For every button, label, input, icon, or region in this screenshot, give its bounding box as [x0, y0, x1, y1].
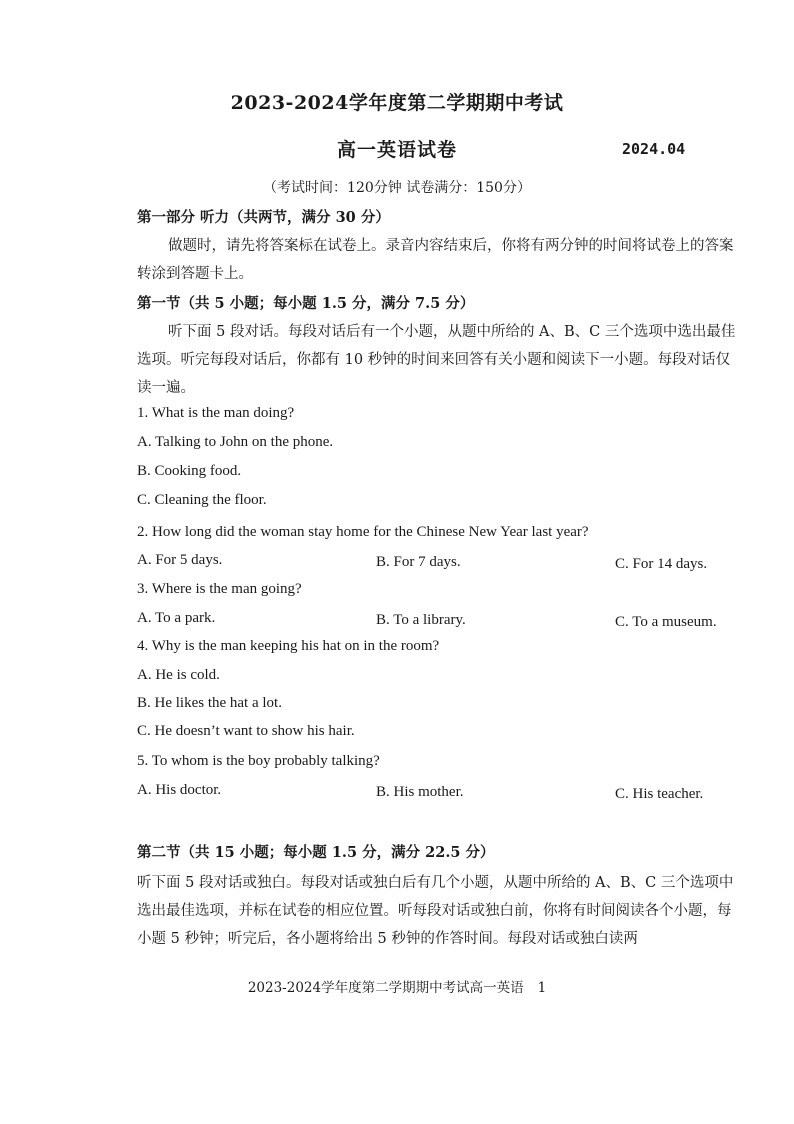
section2-instruction: 听下面 5 段对话或独白。每段对话或独白后有几个小题，从题中所给的 A、B、C 三个选项中选出最佳选项，并标在试卷的相应位置。听每段对话或独白前，你将有时间阅读各个小题，每小题 5 秒钟；听完后，各小题将给出 5 秒钟的作答时间。每段对话或独白读两	[137, 875, 734, 947]
question-1-option-a: A. Talking to John on the phone.	[137, 434, 334, 450]
question-1: 1. What is the man doing?	[137, 405, 295, 421]
part1-instruction: 做题时，请先将答案标在试卷上。录音内容结束后，你将有两分钟的时间将试卷上的答案转涂到答题卡上。	[137, 238, 734, 282]
question-3-option-a: A. To a park.	[137, 610, 216, 626]
section1-heading: 第一节（共 5 小题；每小题 1.5 分，满分 7.5 分）	[137, 295, 475, 312]
question-1-option-b: B. Cooking food.	[137, 463, 242, 479]
question-5-option-a: A. His doctor.	[137, 782, 222, 798]
question-2-option-a: A. For 5 days.	[137, 552, 223, 568]
question-5-option-b: B. His mother.	[376, 784, 464, 800]
question-3-option-c: C. To a museum.	[615, 614, 717, 630]
section2-heading: 第二节（共 15 小题；每小题 1.5 分，满分 22.5 分）	[137, 844, 495, 861]
part1-heading: 第一部分 听力（共两节，满分 30 分）	[137, 209, 390, 226]
question-2: 2. How long did the woman stay home for the Chinese New Year last year?	[137, 524, 589, 540]
question-3: 3. Where is the man going?	[137, 581, 302, 597]
exam-date: 2024.04	[622, 140, 686, 158]
question-5: 5. To whom is the boy probably talking?	[137, 753, 380, 769]
question-1-option-c: C. Cleaning the floor.	[137, 492, 267, 508]
question-4-option-c: C. He doesn’t want to show his hair.	[137, 723, 355, 739]
page-footer	[0, 976, 794, 996]
exam-title: 2023-2024学年度第二学期期中考试	[230, 92, 564, 114]
section1-instruction: 听下面 5 段对话。每段对话后有一个小题，从题中所给的 A、B、C 三个选项中选出最佳选项。听完每段对话后，你都有 10 秒钟的时间来回答有关小题和阅读下一小题。每段对话仅读一遍。	[137, 324, 736, 396]
footer-text: 2023-2024学年度第二学期期中考试高一英语	[247, 980, 524, 996]
exam-info: （考试时间：120分钟 试卷满分：150分）	[263, 180, 531, 196]
page-number: 1	[537, 980, 547, 996]
exam-subtitle: 高一英语试卷	[336, 139, 457, 161]
question-4: 4. Why is the man keeping his hat on in the room?	[137, 638, 440, 654]
question-3-option-b: B. To a library.	[376, 612, 466, 628]
question-4-option-a: A. He is cold.	[137, 667, 220, 683]
question-4-option-b: B. He likes the hat a lot.	[137, 695, 282, 711]
question-2-option-c: C. For 14 days.	[615, 556, 708, 572]
question-2-option-b: B. For 7 days.	[376, 554, 461, 570]
question-5-option-c: C. His teacher.	[615, 786, 704, 802]
